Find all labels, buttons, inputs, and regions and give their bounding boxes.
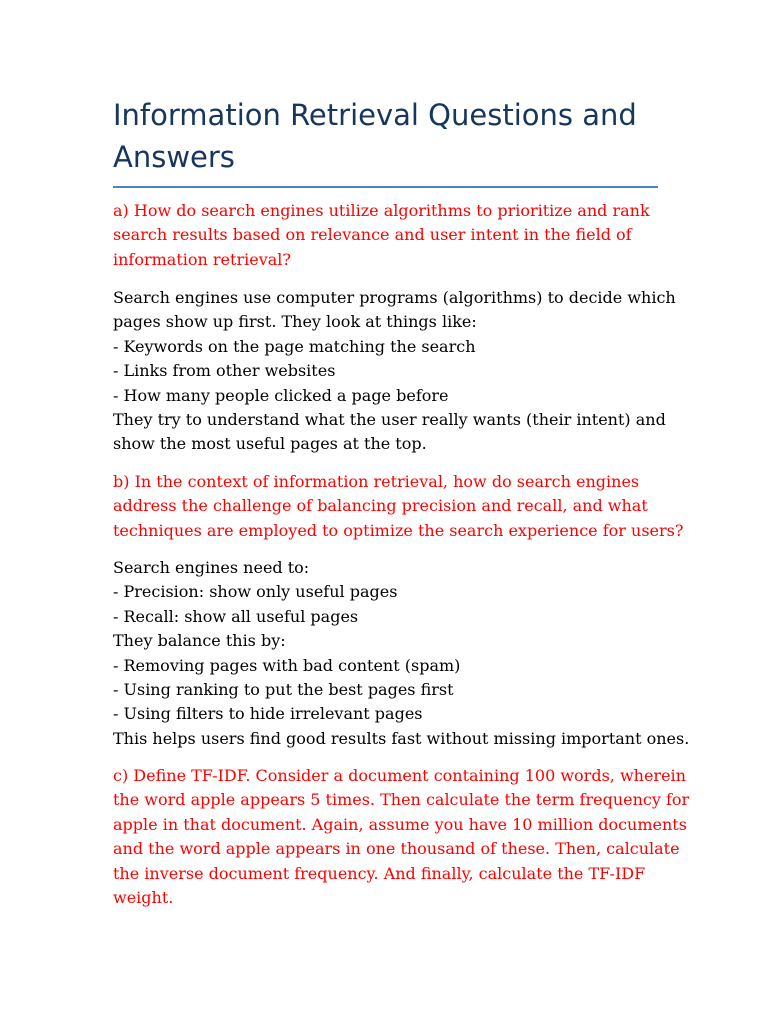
question-line: a) How do search engines utilize algorithms to prioritize and rank	[113, 201, 650, 220]
question-line: weight.	[113, 888, 174, 908]
question-line: and the word apple appears in one thousand of these. Then, calculate	[113, 839, 680, 859]
question-b	[113, 470, 683, 543]
section-c	[113, 764, 689, 910]
question-line: address the challenge of balancing precision and recall, and what	[113, 496, 648, 516]
section-b	[113, 470, 683, 543]
document-page	[113, 0, 658, 188]
title-line: Answers	[113, 140, 235, 174]
answer-line: - Removing pages with bad content (spam)	[113, 655, 461, 675]
answer-line: pages show up first. They look at things like:	[113, 312, 477, 332]
question-line: techniques are employed to optimize the search experience for users?	[113, 520, 684, 540]
answer-line: - How many people clicked a page before	[113, 385, 449, 405]
answer-line: They balance this by:	[113, 631, 286, 651]
answer-line: They try to understand what the user really wants (their intent) and	[113, 410, 666, 430]
answer-line: - Recall: show all useful pages	[113, 606, 359, 626]
answer-line: This helps users find good results fast without missing important ones.	[113, 728, 690, 748]
answer-b	[113, 556, 689, 751]
answer-line: - Using filters to hide irrelevant pages	[113, 704, 423, 724]
answer-line: show the most useful pages at the top.	[113, 434, 427, 454]
question-line: c) Define TF-IDF. Consider a document containing 100 words, wherein	[113, 766, 686, 785]
answer-a-block	[113, 286, 676, 457]
answer-line: - Precision: show only useful pages	[113, 582, 398, 602]
question-line: search results based on relevance and user intent in the field of	[113, 225, 632, 245]
question-c	[113, 764, 689, 910]
answer-line: - Using ranking to put the best pages first	[113, 680, 454, 700]
answer-line: Search engines use computer programs (algorithms) to decide which	[113, 288, 676, 307]
title-line: Information Retrieval Questions and	[113, 98, 637, 132]
answer-line: - Keywords on the page matching the search	[113, 336, 476, 356]
question-line: the word apple appears 5 times. Then calculate the term frequency for	[113, 790, 690, 810]
question-a	[113, 199, 650, 272]
question-line: information retrieval?	[113, 249, 291, 269]
document-title	[113, 0, 658, 178]
title-divider	[113, 186, 658, 188]
answer-line: Search engines need to:	[113, 558, 310, 577]
answer-b-block	[113, 556, 689, 751]
question-line: the inverse document frequency. And finally, calculate the TF-IDF	[113, 863, 646, 883]
question-line: apple in that document. Again, assume you have 10 million documents	[113, 814, 687, 834]
answer-line: - Links from other websites	[113, 361, 336, 381]
answer-a	[113, 286, 676, 457]
section-a	[113, 199, 650, 272]
question-line: b) In the context of information retrieval, how do search engines	[113, 472, 640, 491]
